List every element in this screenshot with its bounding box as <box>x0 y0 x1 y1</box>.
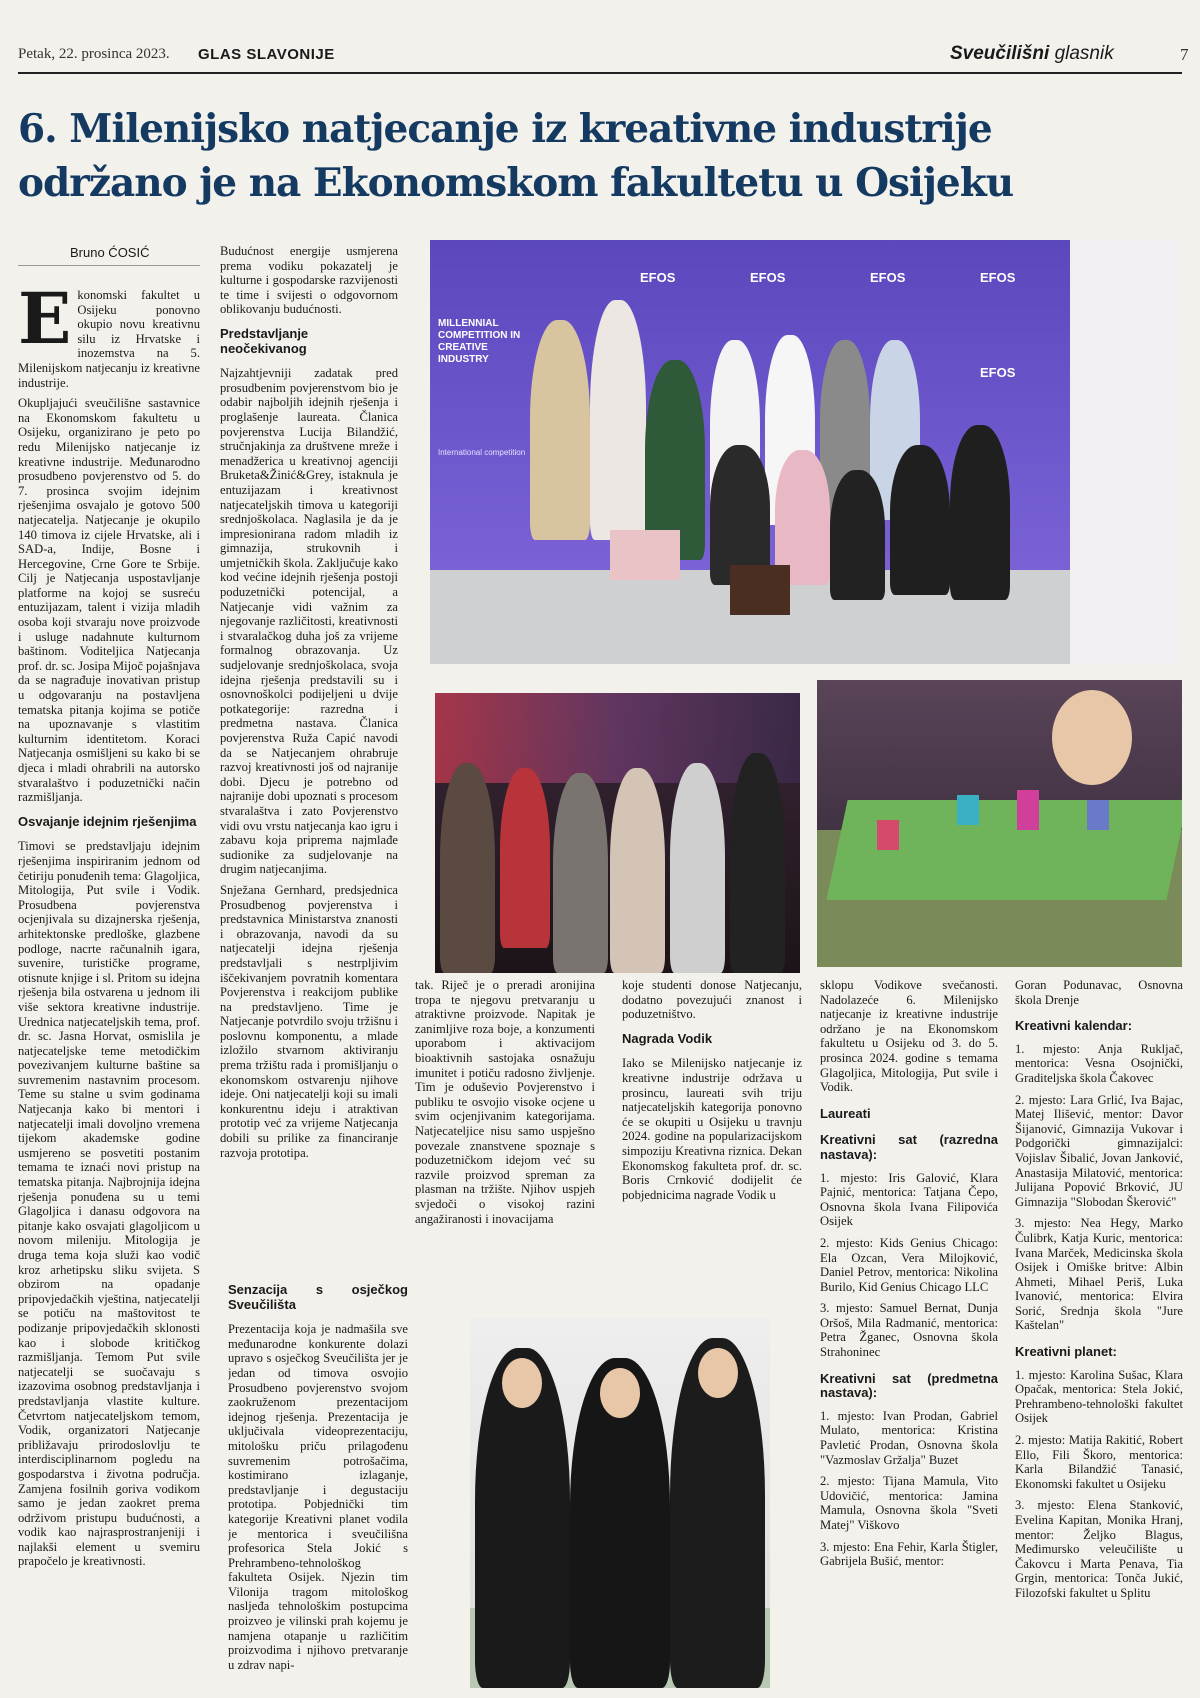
article-paragraph: Okupljajući sveučilišne sastavnice na Ekonomskom fakultetu u Osijeku, organizirano je peto po redu Milenijsko natjecanje iz kreativne industrije. Međunarodno prosudbeno povjerenstvo od 5. do 7. prosinca svojim idejnim rješenjima osvajalo je gotovo 500 natjecatelja. Natjecanje je okupilo 140 timova iz cijele Hrvatske, ali i SAD-a, Indije, Bosne i Hercegovine, Crne Gore te Srbije. Cilj je Natjecanja uspostavljanje platforme na kojoj se susreću entuzijazam, talent i vizija mladih osoba koji stvaraju nove proizvode i usluge nadahnute kulturnom baštinom. Voditeljica Natjecanja prof. dr. sc. Josipa Mijoč pojašnjava da se nagrađuje inovativan pristup u odgovaranju na postavljena tematska pitanja kojima se potiče na upoznavanje s vlastitim kulturnim identitetom. Koraci Natjecanja osmišljeni su kako bi se djeca i mladi ohrabrili na autorsko stvaralaštvo i poduzetnički način razmišljanja. <box>18 396 200 805</box>
byline: Bruno ĆOSIĆ <box>70 245 150 260</box>
photo-adults-group <box>435 693 800 973</box>
page-number: 7 <box>1180 45 1189 64</box>
section-title-light: glasnik <box>1054 43 1114 64</box>
laureates-column-1 <box>820 978 998 1686</box>
category-title: Kreativni kalendar: <box>1015 1018 1133 1034</box>
person-figure <box>500 768 550 948</box>
backdrop-small-text: International competition <box>438 448 526 457</box>
person-figure <box>670 763 725 973</box>
article-paragraph: Najzahtjevniji zadatak pred prosudbenim povjerenstvom bio je odabir najboljih idejnih rješenja i proglašenje laureata. Članica povjerenstva Lucija Bilandžić, stručnjakinja za društvene mreže i menadžerica u kreativnoj agenciji Bruketa&Žinić&Grey, istaknula je entuzijazam i kreativnost natjecateljskih timova u kategoriji srednjoškolaca. Naglasila je da je impresionirana radom mladih iz gimnazija, strukovnih i umjetničkih škola. Zaključuje kako kod većine idejnih rješenja postoji poduzetnički potencijal, a Natjecanje vidi važnim za njegovanje različitosti, kreativnosti i stvaralačkog duha još za vrijeme formalnog obrazovanja. Uz sudjelovanje srednjoškolaca, svoja idejna rješenja predstavili su i osnovnoškolci podijeljeni u dvije potkategorije: razredna i predmetna nastava. Članica povjerenstva Ruža Capić navodi da se Natjecanjem ohrabruje razvoj kreativnosti još od najranije dobi. Djecu je potrebno od najranije dobi upoznati s procesom stvaralaštva i zato Povjerenstvo vidi ovu vrstu natjecanja kao igru i zabavu koja priprema najmlađe sudionike za sudjelovanje na drugim natjecanjima. <box>220 366 398 877</box>
subheading-osvajanje: Osvajanje idejnim rješenjima <box>18 813 197 829</box>
laureates-title: Laureati <box>820 1105 871 1121</box>
laureate-entry: 2. mjesto: Matija Rakitić, Robert Ello, Fili Škoro, mentorica: Karla Bilandžić Tanasić, Ekonomski fakultet u Osijeku <box>1015 1433 1183 1491</box>
laureate-entry: 3. mjesto: Elena Stanković, Evelina Kapitan, Monika Hranj, mentor: Željko Blagus, Međimursko veleučilište u Čakovcu i Marta Penava, Tia Grgin, mentorica: Tonča Jukić, Filozofski fakultet u Splitu <box>1015 1498 1183 1600</box>
gift-chest <box>610 530 680 580</box>
header-rule <box>18 72 1182 74</box>
photo-three-women <box>470 1318 770 1688</box>
person-figure <box>890 445 950 595</box>
photo-banner <box>1070 240 1182 664</box>
laureate-entry: 1. mjesto: Karolina Sušac, Klara Opačak, mentorica: Stela Jokić, Prehrambeno-tehnološki fakultet Osijek <box>1015 1367 1183 1426</box>
subheading-predstavljanje: Predstavljanje neočekivanog <box>220 325 309 356</box>
efos-logo: EFOS <box>980 270 1016 285</box>
subheading-senzacija: Senzacija s osječkog Sveučilišta <box>228 1282 408 1312</box>
photo-children-group <box>430 240 1182 664</box>
person-figure <box>830 470 885 600</box>
model-grass <box>826 800 1182 900</box>
letter-block <box>1087 800 1109 830</box>
letter-block <box>1017 790 1039 830</box>
laureates-column-2 <box>1015 978 1183 1686</box>
photo-prototype-model <box>817 680 1182 967</box>
laureate-entry: 2. mjesto: Kids Genius Chicago: Ela Ozcan, Vera Milojković, Daniel Petrov, mentorica: Nikolina Burilo, Kid Genius Chicago LLC <box>820 1235 998 1294</box>
article-paragraph: Prezentacija koja je nadmašila sve međunarodne konkurente dolazi upravo s osječkog Sveučilišta jer je jedan od timova osvojio Prosudbeno povjerenstvo svojom zaokruženom prezentacijom idejnog rješenja. Prezentacija je uključivala videoprezentaciju, mitološku priču prilagođenu suvremenim potrošačima, kostimirano izlaganje, predstavljanje i degustaciju prototipa. Pobjednički tim kategorije Kreativni planet vodila je mentorica i sveučilišna profesorica Stela Jokić s Prehrambeno-tehnološkog fakulteta Osijek. Njezin tim Vilonija tragom mitološkog nasljeđa tehnološkim postupcima proizveo je vilinski prah kojemu je namjena otapanje u različitim proizvodima i njihovo pretvaranje u zdrav napi- <box>228 1322 408 1672</box>
backdrop-logo-text <box>438 318 520 366</box>
letter-block <box>877 820 899 850</box>
laureate-entry: Goran Podunavac, Osnovna škola Drenje <box>1015 978 1183 1007</box>
person-figure <box>530 320 590 540</box>
article-column-4 <box>622 978 802 1308</box>
person-figure <box>730 753 785 973</box>
article-column-3b <box>228 1273 408 1686</box>
person-figure <box>553 773 608 973</box>
article-paragraph: Snježana Gernhard, predsjednica Prosudbenog povjerenstva i predstavnica Ministarstva znanosti i obrazovanja, navodi da su natjecatelji idejna rješenja predstavljali s nestrpljivim iščekivanjem povratnih komentara Povjerenstva i reakcijom publike na predstavljeno. Time je Natjecanje potvrdilo svoju tržišnu i poslovnu komponentu, a mlade izložilo stvarnom aktiviranju prema tržištu rada i promišljanju o ekonomskom ostvarenju njihove ideje. Oni natjecatelji koji su imali konkurentnu ideju i atraktivan prototip već za vrijeme Natjecanja dobili su prilike za financiranje razvoja prototipa. <box>220 882 398 1160</box>
face <box>698 1348 738 1398</box>
laureate-entry: 1. mjesto: Ivan Prodan, Gabriel Mulato, mentorica: Kristina Pavletić Prodan, Osnovna škola "Vazmoslav Gržalja" Buzet <box>820 1408 998 1467</box>
headline-line-2: održano je na Ekonomskom fakultetu u Osijeku <box>18 160 1014 206</box>
laureate-entry: 3. mjesto: Samuel Bernat, Dunja Oršoš, Mila Radmanić, mentorica: Petra Žganec, Osnovna škola Strahoninec <box>820 1301 998 1360</box>
article-paragraph: Budućnost energije usmjerena prema vodiku pokazatelj je kulturne i gospodarske razvijenosti te time i svijesti o odgovornom oblikovanju budućnosti. <box>220 244 398 317</box>
category-title: Kreativni planet: <box>1015 1344 1117 1360</box>
logo-line: MILLENNIAL <box>438 318 499 329</box>
efos-logo: EFOS <box>870 270 906 285</box>
newspaper-name: GLAS SLAVONIJE <box>198 46 335 63</box>
laureate-entry: 3. mjesto: Ena Fehir, Karla Štigler, Gabrijela Bušić, mentor: <box>820 1539 998 1569</box>
laureate-entry: 3. mjesto: Nea Hegy, Marko Čulibrk, Katja Kuric, mentorica: Ivana Marček, Medicinska škola Osijek i Omiške britve: Albin Ahmeti, Mihael Periš, Luka Ivanović, mentorica: Elvira Sorić, Srednja škola "Jure Kaštelan" <box>1015 1216 1183 1333</box>
byline-rule <box>18 265 200 266</box>
treasure-chest <box>730 565 790 615</box>
person-figure <box>950 425 1010 600</box>
laureate-entry: 2. mjesto: Lara Grlić, Iva Bajac, Matej Ilišević, mentor: Davor Šijanović, Gimnazija Vukovar i Podgorički gimnazijalci: Vojislav Šibalić, Jovan Janković, Anastasija Milatović, mentorica: Julijana Popović Brković, JU Gimnazija "Slobodan Škerović" <box>1015 1092 1183 1209</box>
efos-logo: EFOS <box>980 365 1016 380</box>
category-title: Kreativni sat (predmetna nastava): <box>820 1370 998 1401</box>
article-lead: konomski fakultet u Osijeku ponovno okupio novu kreativnu silu iz Hrvatske i inozemstva na 5. Milenijskom natjecanju iz kreativne industrije. <box>18 288 200 390</box>
subheading-nagrada-vodik: Nagrada Vodik <box>622 1030 713 1046</box>
letter-block <box>957 795 979 825</box>
article-column-1 <box>18 288 200 1686</box>
article-paragraph: Timovi se predstavljaju idejnim rješenjima inspiriranim jednom od četiriju ponuđenih tema: Glagoljica, Mitologija, Put svile i Vodik. Prosudbena povjerenstva ocjenjivala su dizajnerska rješenja, arhitektonske predloške, glazbene podloge, nacrte računalnih igara, suvenire, turističke programe, otisnute knjige i sl. Pritom su idejna rješenja bila ostvarena u jednom ili više sektora kreativne industrije. Urednica natjecateljskih tema, prof. dr. sc. Jasna Horvat, osmislila je natjecateljske teme metodičkim povezivanjem kulturne baštine sa suvremenim nastavnim procesom. Teme su stalne u svim godinama Natjecanja kako bi mentori i natjecatelji imali dovoljno vremena tijekom akademske godine usmjereno se posvetiti postanim temama te iznaći novi pristup na tematska pitanja. Najbrojnija idejna rješenja ponuđena su u temi Glagoljica i danasu odgovora na pitanje kako osvajati glagoljicom u novom mileniju. Mitologija je druga tema koja služi kao vodič kroz arhetipsku sliku svijeta. S obzirom na opadanje pripovjedačkih vještina, natjecatelji se potiču na maštovitost te podizanje pripovjedačkih sklonosti kao i slobode kritičkog razmišljanja. Temom Put svile natjecatelji se suočavaju s izazovima osobnog predstavljanja i predstavljanja vlastite kulture. Četvrtom natjecateljskom temom, Vodik, organizatori Natjecanje približavaju prirodoslovlju te interdisciplinarnom pogledu na gospodarstva i životna područja. Zamjena fosilnih goriva vodikom samo je jedan zaokret prema održivom pristupu budućnosti, a vodik kao najrasprostranjeniji i najlakši element u svemiru prapočelo je kreativnosti. <box>18 839 200 1569</box>
article-column-3 <box>415 978 595 1308</box>
logo-line: INDUSTRY <box>438 354 489 365</box>
face <box>600 1368 640 1418</box>
efos-logo: EFOS <box>750 270 786 285</box>
laureate-entry: 2. mjesto: Tijana Mamula, Vito Udovičić, mentorica: Jamina Mamula, Osnovna škola "Sveti Matej" Viškovo <box>820 1474 998 1532</box>
headline-line-1: 6. Milenijsko natjecanje iz kreativne industrije <box>18 106 992 152</box>
drop-cap: E <box>18 288 72 360</box>
person-figure <box>610 768 665 973</box>
person-figure <box>590 300 646 540</box>
laureate-entry: 1. mjesto: Anja Rukljač, mentorica: Vesna Osojnički, Graditeljska škola Čakovec <box>1015 1041 1183 1085</box>
person-figure <box>440 763 495 973</box>
section-title-bold: Sveučilišni <box>950 43 1050 64</box>
person-figure <box>710 445 770 585</box>
article-paragraph: sklopu Vodikove svečanosti. Nadolazeće 6. Milenijsko natjecanje iz kreativne industrije održano je na Ekonomskom fakultetu u Osijeku od 3. do 5. prosinca 2024. godine s temama Glagoljica, Mitologija, Put svile i Vodik. <box>820 978 998 1095</box>
logo-line: CREATIVE <box>438 342 488 353</box>
laureate-entry: 1. mjesto: Iris Galović, Klara Pajnić, mentorica: Tatjana Čepo, Osnovna škola Ivana Filipovića Osijek <box>820 1170 998 1229</box>
face <box>502 1358 542 1408</box>
article-paragraph: tak. Riječ je o preradi aronijina tropa te njegovu pretvaranju u atraktivne proizvode. Napitak je zanimljive roza boje, a konzumenti uporabom i aktivacijom bioaktivnih sastojaka osnažuju imunitet i potiču radosno življenje. Tim je oduševio Povjerenstvo i publiku te osvojio visoke ocjene u svim ocjenjivanim kategorijama. Natjecateljice nisu samo uspješno povezale znanstvene spoznaje s poduzetničkom idejom već su razvile proizvod spreman za plasman na tržište. Njihov uspjeh svjedoči o visokoj razini angažiranosti i inovacijama <box>415 978 595 1226</box>
girl-face <box>1052 690 1132 785</box>
article-paragraph: Iako se Milenijsko natjecanje iz kreativne industrije održava u prosincu, laureati svih triju natjecateljskih kategorija ponovno će se okupiti u Osijeku u travnju 2024. godine na popularizacijskom simpoziju Kreativna riznica. Dekan Ekonomskog fakulteta prof. dr. sc. Boris Crnković dodijelit će pobjednicima nagrade Vodik u <box>622 1056 802 1202</box>
logo-line: COMPETITION IN <box>438 330 521 341</box>
category-title: Kreativni sat (razredna nastava): <box>820 1132 998 1162</box>
section-title <box>950 43 1114 65</box>
efos-logo: EFOS <box>640 270 676 285</box>
article-paragraph: koje studenti donose Natjecanju, dodatno povezujući znanost i poduzetništvo. <box>622 978 802 1022</box>
issue-date: Petak, 22. prosinca 2023. <box>18 46 170 62</box>
